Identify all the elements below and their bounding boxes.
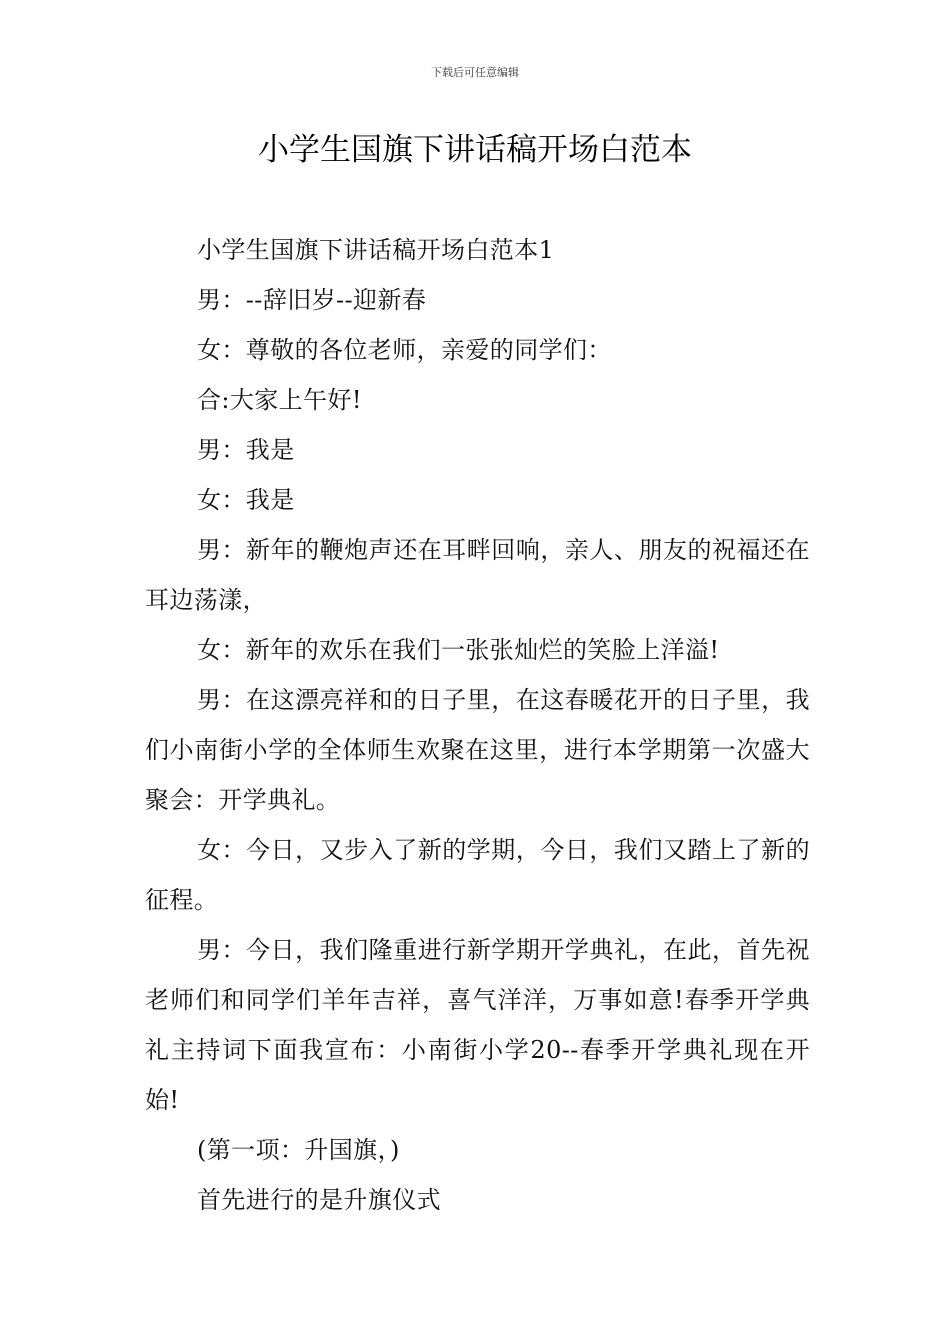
document-body: [145, 225, 810, 1225]
paragraph: (第一项：升国旗，): [197, 1136, 400, 1164]
header-note: 下载后可任意编辑: [431, 66, 519, 79]
document-title: 小学生国旗下讲话稿开场白范本: [258, 132, 692, 168]
paragraph: 男：我是: [197, 436, 295, 464]
paragraph: 女：尊敬的各位老师，亲爱的同学们：: [197, 336, 612, 364]
paragraph: 首先进行的是升旗仪式: [197, 1186, 441, 1214]
paragraph: 女：今日，又步入了新的学期，今日，我们又踏上了新的征程。: [145, 836, 810, 914]
paragraph: 女：新年的欢乐在我们一张张灿烂的笑脸上洋溢!: [197, 636, 720, 664]
paragraph: 合:大家上午好!: [197, 386, 362, 414]
paragraph: 男：--辞旧岁--迎新春: [197, 286, 427, 314]
paragraph: 男：今日，我们隆重进行新学期开学典礼，在此，首先祝老师们和同学们羊年吉祥，喜气洋洋，万事如意!春季开学典礼主持词下面我宣布：小南街小学20--春季开学典礼现在开始!: [145, 936, 810, 1114]
paragraph: 男：新年的鞭炮声还在耳畔回响，亲人、朋友的祝福还在耳边荡漾，: [145, 536, 810, 614]
paragraph: 男：在这漂亮祥和的日子里，在这春暖花开的日子里，我们小南街小学的全体师生欢聚在这里，进行本学期第一次盛大聚会：开学典礼。: [145, 686, 810, 814]
paragraph: 小学生国旗下讲话稿开场白范本1: [197, 236, 555, 264]
paragraph: 女：我是: [197, 486, 295, 514]
